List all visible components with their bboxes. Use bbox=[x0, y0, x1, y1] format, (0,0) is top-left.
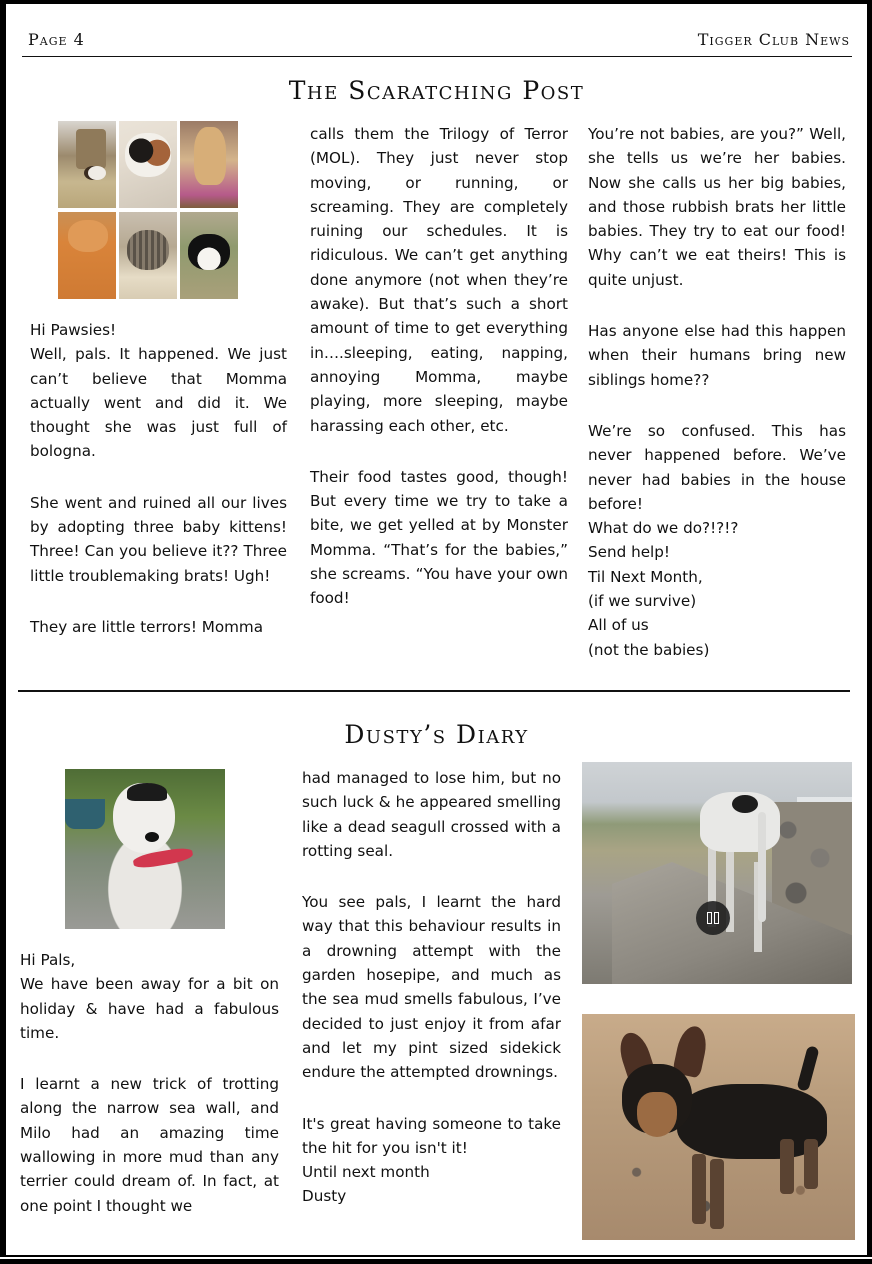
section-divider bbox=[18, 690, 850, 692]
section-title-scratching-post: The Scaratching Post bbox=[288, 76, 585, 105]
running-header bbox=[22, 28, 852, 57]
scratching-post-column-1 bbox=[30, 318, 287, 639]
paragraph: You see pals, I learnt the hard way that this behaviour results in a drowning attempt with the garden hosepipe, and much as the sea mud smells fabulous, I’ve decided to just enjoy it from afar and let my pint sized sidekick endure the attempted drownings. bbox=[302, 893, 561, 1082]
page-border-right bbox=[867, 0, 872, 1264]
paragraph: calls them the Trilogy of Terror (MOL). They just never stop moving, or running, or screaming. They are completely ruining our schedules. It is ridiculous. We can’t get anything done anymore (not when they’re awake). But that’s such a short amount of time to get everything in….sleeping, eating, napping, annoying Momma, maybe playing, more sleeping, maybe harassing each other, etc. bbox=[310, 125, 568, 435]
publication-name: Tigger Club News bbox=[697, 30, 850, 49]
line: (if we survive) bbox=[588, 592, 697, 611]
paragraph: They are little terrors! Momma bbox=[30, 617, 264, 636]
page-number: Page 4 bbox=[28, 30, 85, 49]
line: Send help! bbox=[588, 543, 670, 562]
tabby-cat-photo bbox=[119, 212, 177, 299]
paragraph: You’re not babies, are you?” Well, she tells us we’re her babies. Now she calls us her big babies, and those rubbish brats her little babies. They try to eat our food! Why can’t we eat theirs! This is quite unjust. bbox=[588, 125, 846, 289]
calico-cat-photo bbox=[119, 121, 177, 208]
line: What do we do?!?!? bbox=[588, 519, 739, 538]
signoff: Until next month bbox=[302, 1163, 430, 1182]
line: (not the babies) bbox=[588, 640, 710, 659]
newsletter-page bbox=[4, 4, 869, 1255]
paragraph: Well, pals. It happened. We just can’t believe that Momma actually went and did it. We thought she was just full of bologna. bbox=[30, 345, 287, 461]
pause-button[interactable] bbox=[696, 901, 730, 935]
paragraph: Their food tastes good, though! But every time we try to take a bite, we get yelled at by Monster Momma. “That’s for the babies,” she screams. “You have your own food! bbox=[310, 467, 568, 608]
signature: All of us bbox=[588, 616, 649, 635]
paragraph: We’re so confused. This has never happened before. We’ve never had babies in the house before! bbox=[588, 421, 846, 513]
pause-icon bbox=[707, 912, 712, 924]
paragraph: had managed to lose him, but no such luck & he appeared smelling like a dead seagull crossed with a rotting seal. bbox=[302, 769, 561, 860]
paragraph: It's great having someone to take the hit for you isn't it! bbox=[302, 1114, 561, 1157]
paragraph: She went and ruined all our lives by adopting three baby kittens! Three! Can you believe it?? Three little troublemaking brats! Ugh! bbox=[30, 493, 287, 585]
signoff: Til Next Month, bbox=[588, 567, 703, 586]
section-title-dustys-diary: Dusty’s Diary bbox=[344, 720, 529, 749]
dusty-dog-photo bbox=[65, 769, 225, 929]
orange-cat-photo bbox=[58, 212, 116, 299]
dustys-diary-column-2 bbox=[302, 766, 561, 1209]
greeting: Hi Pals, bbox=[20, 951, 76, 969]
dustys-diary-column-1 bbox=[20, 948, 279, 1218]
paragraph: I learnt a new trick of trotting along the narrow sea wall, and Milo had an amazing time wallowing in more mud than any terrier could dream of. In fact, at one point I thought we bbox=[20, 1075, 279, 1215]
scratching-post-column-2 bbox=[310, 122, 568, 611]
paragraph: Has anyone else had this happen when their humans bring new siblings home?? bbox=[588, 322, 846, 389]
paragraph: We have been away for a bit on holiday & have had a fabulous time. bbox=[20, 975, 279, 1042]
cat-collage-image bbox=[58, 121, 238, 301]
milo-terrier-photo bbox=[582, 1014, 855, 1240]
sea-wall-video[interactable] bbox=[582, 762, 852, 984]
guinea-pig-photo bbox=[58, 121, 116, 208]
ginger-cat-photo bbox=[180, 121, 238, 208]
signature: Dusty bbox=[302, 1187, 347, 1206]
scratching-post-column-3 bbox=[588, 122, 846, 662]
black-white-cat-photo bbox=[180, 212, 238, 299]
greeting: Hi Pawsies! bbox=[30, 321, 117, 339]
